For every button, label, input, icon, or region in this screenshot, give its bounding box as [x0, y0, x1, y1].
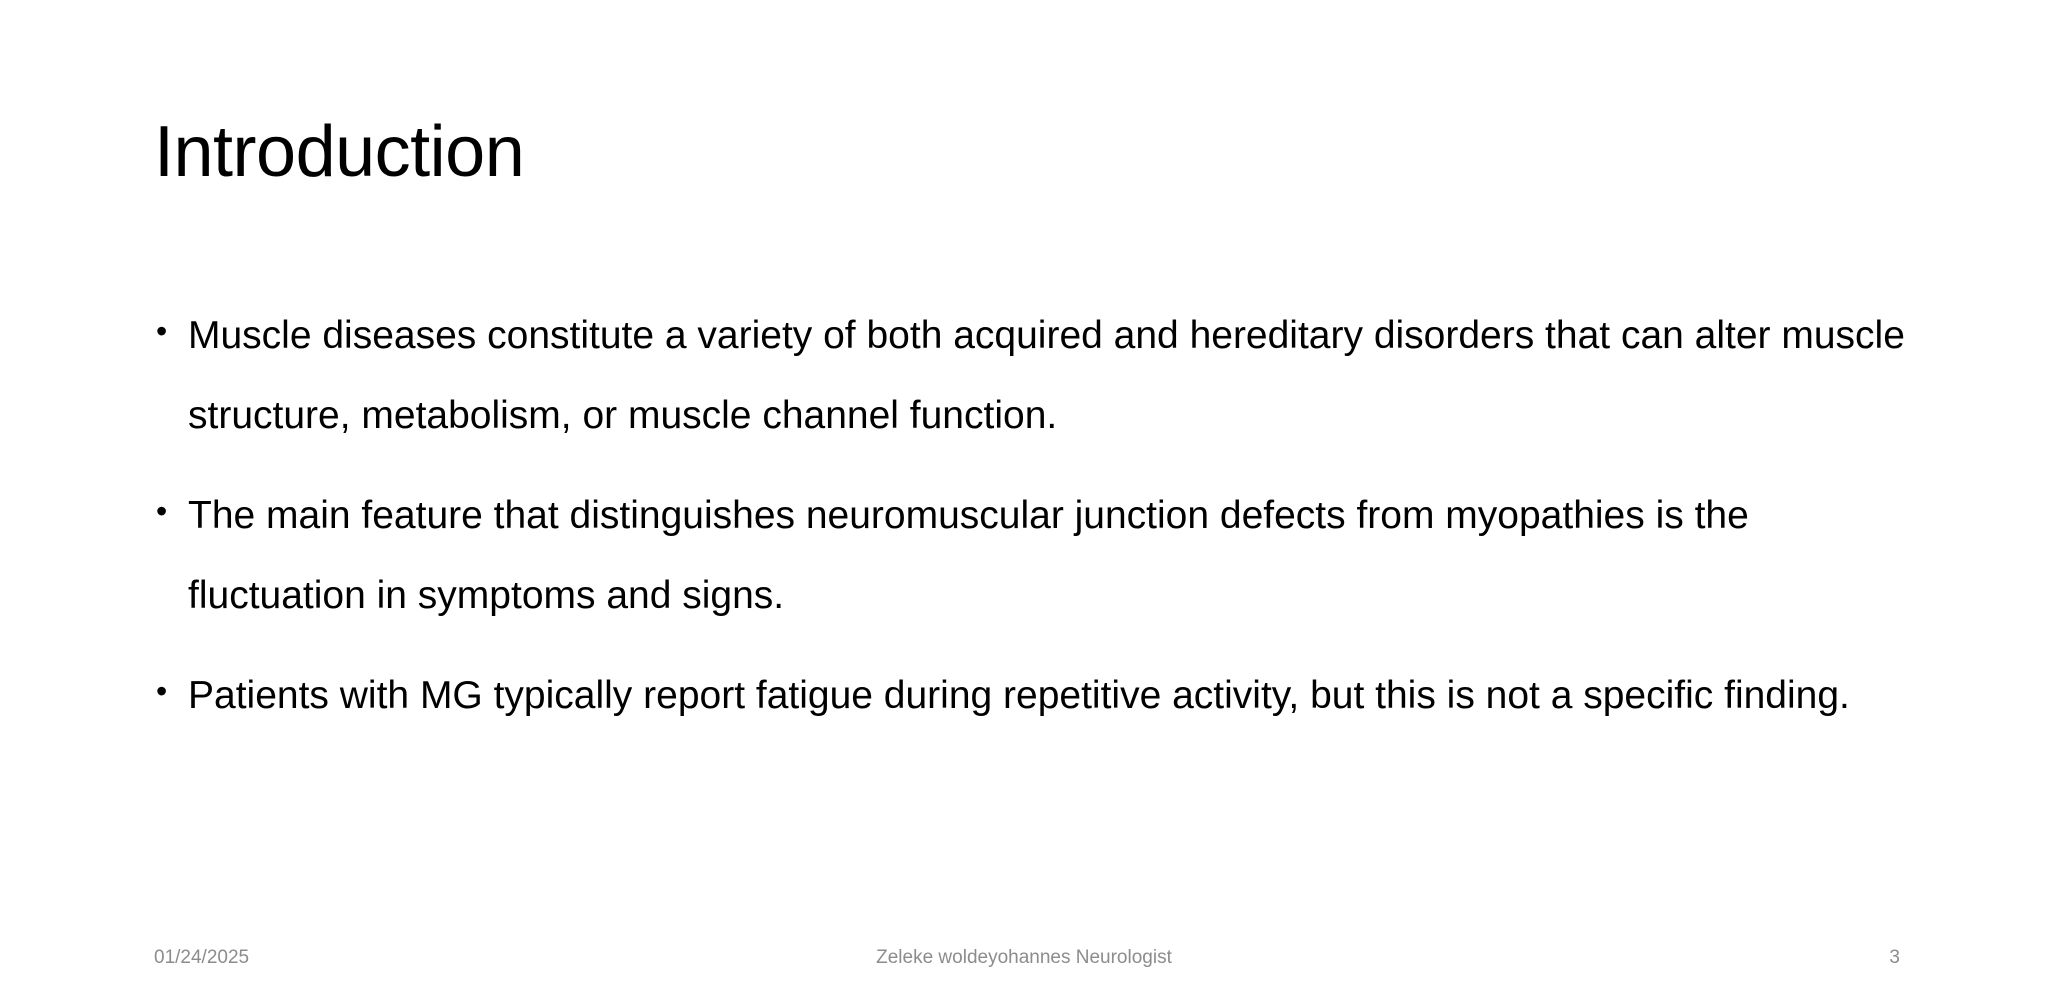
- bullet-list: [154, 296, 1914, 756]
- bullet-icon: •: [156, 313, 168, 349]
- bullet-item: [154, 476, 1914, 636]
- slide-title: Introduction: [154, 112, 525, 192]
- page-number: 3: [1889, 947, 1900, 968]
- bullet-text: Patients with MG typically report fatigue during repetitive activity, but this is not a specific finding.: [188, 674, 1850, 717]
- bullet-item: [154, 296, 1914, 456]
- footer-date: 01/24/2025: [154, 947, 250, 968]
- bullet-icon: •: [156, 493, 168, 529]
- bullet-text: The main feature that distinguishes neuromuscular junction defects from myopathies is the fluctuation in symptoms and signs.: [188, 494, 1749, 617]
- bullet-item: [154, 656, 1914, 736]
- bullet-icon: •: [156, 673, 168, 709]
- bullet-text: Muscle diseases constitute a variety of both acquired and hereditary disorders that can alter muscle structure, metabolism, or muscle channel function.: [188, 314, 1905, 437]
- footer-author: Zeleke woldeyohannes Neurologist: [876, 947, 1172, 968]
